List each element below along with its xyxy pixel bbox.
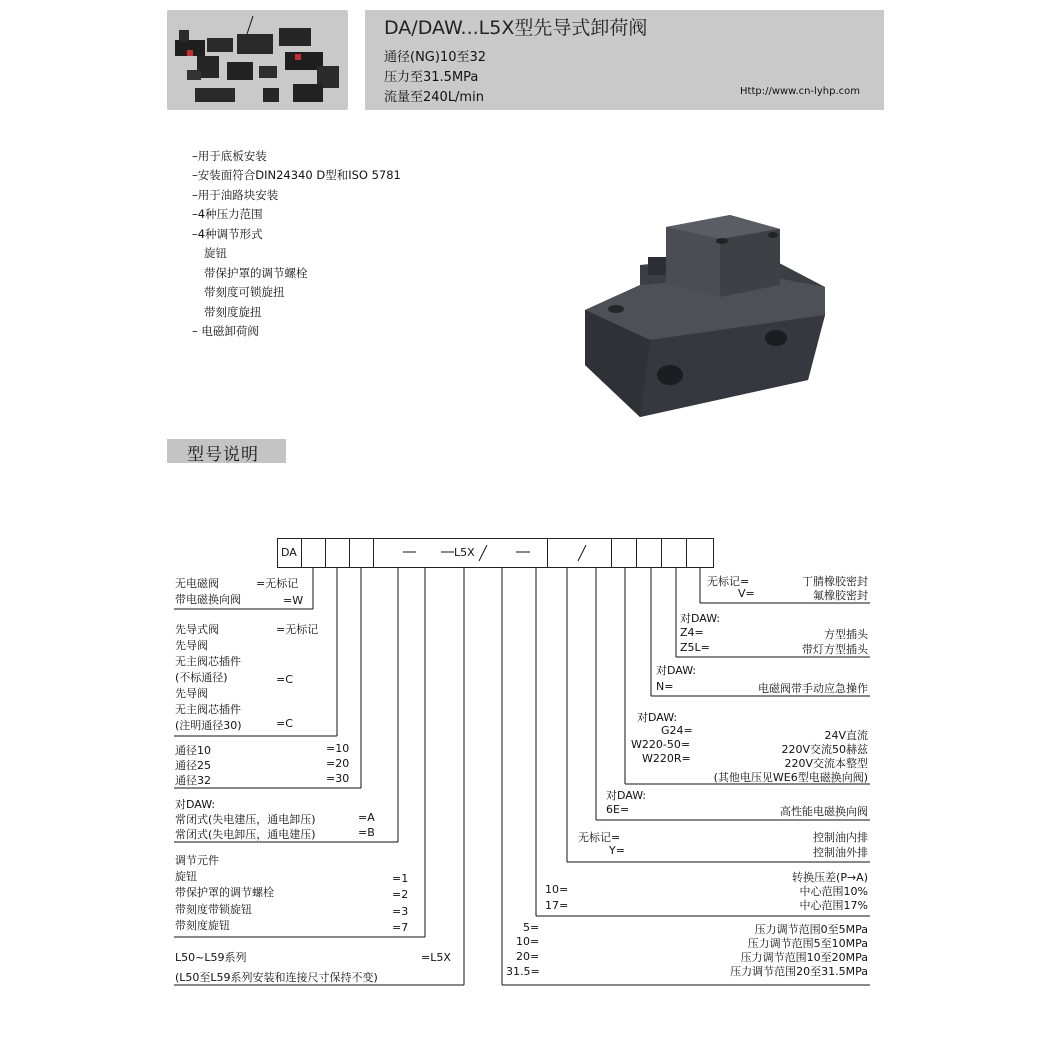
option-label: 无电磁阀 (175, 577, 219, 590)
option-desc: 氟橡胶密封 (813, 589, 868, 602)
option-code: 无标记= (707, 575, 750, 588)
website-link[interactable]: Http://www.cn-lyhp.com (740, 86, 860, 97)
option-code: 20= (516, 950, 540, 963)
option-note: (L50至L59系列安装和连接尺寸保持不变) (175, 971, 378, 984)
option-desc: 控制油外排 (813, 846, 868, 859)
option-desc: 220V交流50赫兹 (781, 743, 868, 756)
code-box-prefix: DA (277, 538, 303, 568)
option-label: 通径32 (175, 774, 211, 787)
option-code: 17= (545, 899, 569, 912)
feature-subitem: 带保护罩的调节螺栓 (204, 266, 308, 280)
option-note: (其他电压见WE6型电磁换向阀) (713, 771, 868, 784)
feature-item: –安装面符合DIN24340 D型和ISO 5781 (192, 168, 401, 182)
option-label: 常闭式(失电建压，通电卸压) (175, 813, 316, 826)
option-heading: 对DAW: (606, 789, 647, 802)
option-code: =C (276, 673, 293, 686)
option-label: (不标通径) (175, 671, 228, 684)
option-code: Z5L= (680, 641, 710, 654)
spec-flow: 流量至240L/min (384, 90, 484, 105)
option-code: =L5X (421, 951, 451, 964)
option-code: =B (358, 826, 375, 839)
option-code: =2 (392, 888, 409, 901)
option-label: 旋钮 (175, 870, 197, 883)
option-code: 10= (516, 935, 540, 948)
option-heading: 调节元件 (175, 854, 219, 867)
option-label: 带电磁换向阀 (175, 593, 241, 606)
option-label: 先导式阀 (175, 623, 219, 636)
option-code: 10= (545, 883, 569, 896)
option-label: 带刻度带锁旋钮 (175, 903, 252, 916)
feature-item: –用于油路块安装 (192, 188, 279, 202)
feature-item: –4种压力范围 (192, 207, 263, 221)
feature-item: – 电磁卸荷阀 (192, 324, 259, 338)
option-code: =C (276, 717, 293, 730)
option-code: Z4= (680, 626, 704, 639)
option-code: =无标记 (276, 623, 319, 636)
option-label: 通径10 (175, 744, 211, 757)
option-heading: 对DAW: (680, 612, 721, 625)
option-code: =20 (326, 757, 350, 770)
option-heading: 对DAW: (656, 664, 697, 677)
option-label: 先导阀 (175, 639, 208, 652)
option-desc: 高性能电磁换向阀 (780, 805, 868, 818)
option-code: 31.5= (506, 965, 540, 978)
option-code: W220R= (642, 752, 691, 765)
section-title: 型号说明 (187, 445, 259, 465)
feature-item: –用于底板安装 (192, 149, 267, 163)
option-code: =W (283, 594, 304, 607)
option-desc: 压力调节范围10至20MPa (740, 951, 868, 964)
page-title: DA/DAW...L5X型先导式卸荷阀 (384, 17, 648, 39)
code-box-mid: L5X (373, 538, 549, 568)
option-code: 6E= (606, 803, 630, 816)
option-label: 常闭式(失电卸压，通电建压) (175, 828, 316, 841)
option-code: =7 (392, 921, 409, 934)
option-label: 带保护罩的调节螺栓 (175, 886, 274, 899)
option-heading: 对DAW: (637, 711, 678, 724)
option-code: =无标记 (256, 577, 299, 590)
option-label: L50~L59系列 (175, 951, 247, 964)
spec-nominal-size: 通径(NG)10至32 (384, 50, 487, 65)
option-code: N= (656, 680, 674, 693)
option-label: 无主阀芯插件 (175, 655, 241, 668)
option-desc: 24V直流 (824, 729, 868, 742)
option-code: Y= (609, 844, 625, 857)
feature-item: –4种调节形式 (192, 227, 263, 241)
option-code: =A (358, 811, 375, 824)
option-label: 无主阀芯插件 (175, 703, 241, 716)
option-code: 5= (523, 921, 540, 934)
option-desc: 220V交流本整型 (784, 757, 868, 770)
option-label: 带刻度旋钮 (175, 919, 230, 932)
option-label: 先导阀 (175, 687, 208, 700)
option-code: =1 (392, 872, 409, 885)
option-desc: 压力调节范围20至31.5MPa (730, 965, 868, 978)
option-code: 无标记= (578, 831, 621, 844)
feature-subitem: 旋钮 (204, 246, 227, 260)
feature-subitem: 带刻度旋扭 (204, 305, 262, 319)
option-code: =10 (326, 742, 350, 755)
option-desc: 压力调节范围0至5MPa (754, 923, 868, 936)
option-desc: 带灯方型插头 (802, 643, 868, 656)
option-label: 通径25 (175, 759, 211, 772)
option-heading: 转换压差(P→A) (792, 871, 868, 884)
option-code: G24= (661, 724, 693, 737)
option-heading: 对DAW: (175, 798, 216, 811)
option-desc: 方型插头 (824, 628, 868, 641)
option-desc: 中心范围17% (799, 899, 868, 912)
option-desc: 电磁阀带手动应急操作 (758, 682, 868, 695)
option-code: V= (738, 587, 755, 600)
option-desc: 控制油内排 (813, 831, 868, 844)
option-desc: 压力调节范围5至10MPa (747, 937, 868, 950)
option-code: W220-50= (631, 738, 691, 751)
feature-subitem: 带刻度可锁旋扭 (204, 285, 285, 299)
option-code: =30 (326, 772, 350, 785)
spec-pressure: 压力至31.5MPa (384, 70, 479, 85)
option-label: (注明通径30) (175, 719, 242, 732)
option-desc: 中心范围10% (799, 885, 868, 898)
option-desc: 丁腈橡胶密封 (802, 575, 868, 588)
option-code: =3 (392, 905, 409, 918)
